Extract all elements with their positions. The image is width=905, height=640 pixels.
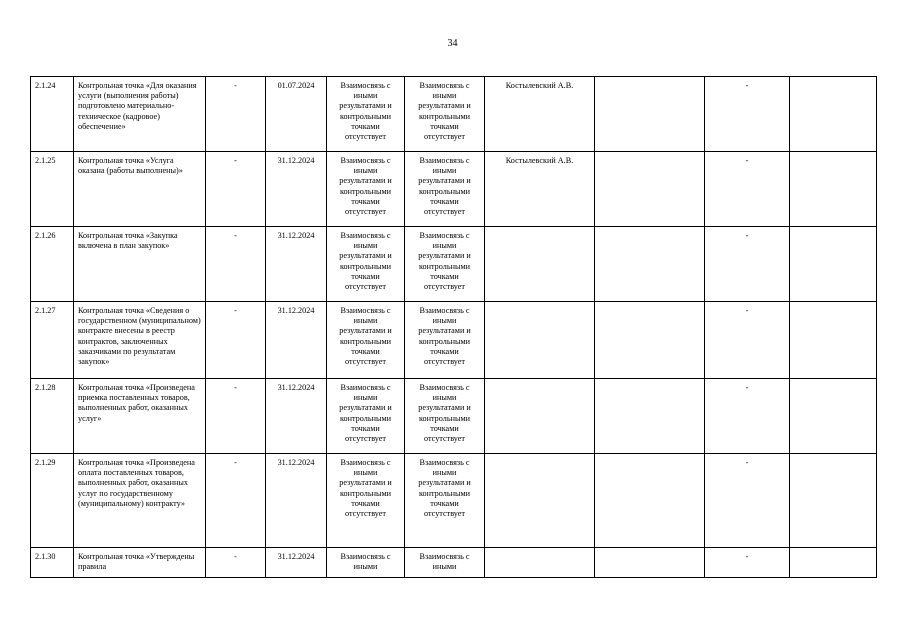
cell-relation-points: Взаимосвязь с иными — [405, 548, 485, 578]
cell-relation-results: Взаимосвязь с иными результатами и контрольными точками отсутствует — [327, 454, 405, 548]
cell-empty — [595, 548, 705, 578]
cell-start: - — [206, 77, 266, 152]
cell-num: 2.1.28 — [31, 379, 74, 454]
cell-empty — [595, 379, 705, 454]
table-row — [31, 302, 877, 379]
table-row — [31, 454, 877, 548]
cell-num: 2.1.30 — [31, 548, 74, 578]
page-number: 34 — [447, 38, 458, 49]
cell-dash: - — [705, 77, 790, 152]
cell-relation-results: Взаимосвязь с иными результатами и контрольными точками отсутствует — [327, 302, 405, 379]
cell-relation-results: Взаимосвязь с иными результатами и контрольными точками отсутствует — [327, 379, 405, 454]
cell-relation-points: Взаимосвязь с иными результатами и контрольными точками отсутствует — [405, 302, 485, 379]
cell-responsible: Костылевский А.В. — [485, 77, 595, 152]
cell-start: - — [206, 379, 266, 454]
cell-date: 31.12.2024 — [266, 152, 327, 227]
cell-relation-points: Взаимосвязь с иными результатами и контрольными точками отсутствует — [405, 454, 485, 548]
cell-dash: - — [705, 302, 790, 379]
control-points-table — [30, 76, 877, 578]
cell-start: - — [206, 302, 266, 379]
cell-empty — [790, 152, 877, 227]
cell-start: - — [206, 454, 266, 548]
cell-relation-results: Взаимосвязь с иными результатами и контрольными точками отсутствует — [327, 77, 405, 152]
cell-date: 31.12.2024 — [266, 548, 327, 578]
cell-responsible — [485, 227, 595, 302]
cell-date: 31.12.2024 — [266, 302, 327, 379]
cell-relation-results: Взаимосвязь с иными — [327, 548, 405, 578]
table-row — [31, 152, 877, 227]
cell-start: - — [206, 152, 266, 227]
cell-empty — [595, 77, 705, 152]
cell-responsible — [485, 548, 595, 578]
cell-start: - — [206, 548, 266, 578]
cell-name: Контрольная точка «Закупка включена в план закупок» — [74, 227, 206, 302]
cell-empty — [790, 302, 877, 379]
cell-relation-results: Взаимосвязь с иными результатами и контрольными точками отсутствует — [327, 227, 405, 302]
cell-dash: - — [705, 227, 790, 302]
cell-name: Контрольная точка «Утверждены правила — [74, 548, 206, 578]
cell-name: Контрольная точка «Сведения о государственном (муниципальном) контракте внесены в реестр контрактов, заключенных заказчиками по результатам закупок» — [74, 302, 206, 379]
cell-empty — [790, 379, 877, 454]
cell-relation-results: Взаимосвязь с иными результатами и контрольными точками отсутствует — [327, 152, 405, 227]
cell-num: 2.1.29 — [31, 454, 74, 548]
cell-dash: - — [705, 454, 790, 548]
table-row — [31, 227, 877, 302]
cell-responsible — [485, 454, 595, 548]
cell-name: Контрольная точка «Произведена оплата поставленных товаров, выполненных работ, оказанных услуг по государственному (муниципальному) контракту» — [74, 454, 206, 548]
cell-date: 31.12.2024 — [266, 454, 327, 548]
cell-relation-points: Взаимосвязь с иными результатами и контрольными точками отсутствует — [405, 152, 485, 227]
cell-empty — [595, 152, 705, 227]
cell-empty — [790, 548, 877, 578]
cell-num: 2.1.26 — [31, 227, 74, 302]
cell-start: - — [206, 227, 266, 302]
cell-dash: - — [705, 548, 790, 578]
table-row — [31, 548, 877, 578]
cell-date: 31.12.2024 — [266, 227, 327, 302]
cell-empty — [790, 227, 877, 302]
table-row — [31, 379, 877, 454]
cell-name: Контрольная точка «Услуга оказана (работы выполнены)» — [74, 152, 206, 227]
cell-date: 01.07.2024 — [266, 77, 327, 152]
cell-relation-points: Взаимосвязь с иными результатами и контрольными точками отсутствует — [405, 379, 485, 454]
cell-num: 2.1.27 — [31, 302, 74, 379]
cell-empty — [790, 77, 877, 152]
cell-name: Контрольная точка «Произведена приемка поставленных товаров, выполненных работ, оказанных услуг» — [74, 379, 206, 454]
cell-num: 2.1.24 — [31, 77, 74, 152]
cell-responsible — [485, 379, 595, 454]
cell-name: Контрольная точка «Для оказания услуги (выполнения работы) подготовлено материально-техническое (кадровое) обеспечение» — [74, 77, 206, 152]
cell-empty — [595, 302, 705, 379]
cell-date: 31.12.2024 — [266, 379, 327, 454]
cell-relation-points: Взаимосвязь с иными результатами и контрольными точками отсутствует — [405, 77, 485, 152]
cell-empty — [790, 454, 877, 548]
cell-responsible — [485, 302, 595, 379]
cell-responsible: Костылевский А.В. — [485, 152, 595, 227]
table-row — [31, 77, 877, 152]
cell-num: 2.1.25 — [31, 152, 74, 227]
cell-empty — [595, 454, 705, 548]
cell-empty — [595, 227, 705, 302]
cell-dash: - — [705, 152, 790, 227]
cell-relation-points: Взаимосвязь с иными результатами и контрольными точками отсутствует — [405, 227, 485, 302]
cell-dash: - — [705, 379, 790, 454]
